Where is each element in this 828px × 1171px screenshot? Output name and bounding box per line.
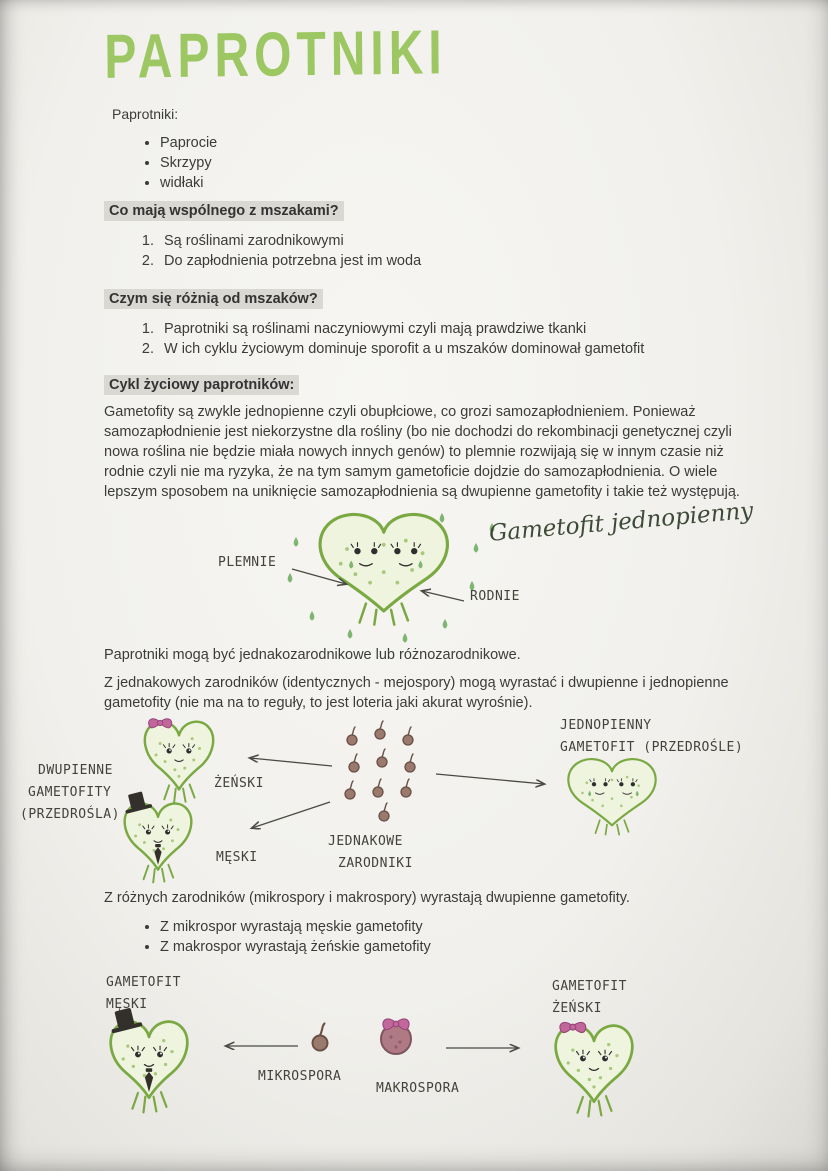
homospory-paragraph: Z jednakowych zarodników (identycznych - mejospory) mogą wyrastać i dwupienne i jednopienne gametofity (nie ma na to reguły, to jest loteria jaki akurat wyrośnie). [104, 675, 729, 711]
list-item: • widłaki [160, 175, 217, 191]
heterospory-list [136, 916, 431, 959]
list-item: • Paprocie [160, 135, 217, 151]
male-title-line2: MĘSKI [106, 997, 148, 1012]
female-gametophyte [556, 1022, 633, 1116]
spore-kinds-line: Paprotniki mogą być jednakozarodnikowe lub różnozarodnikowe. [104, 647, 521, 663]
cycle-paragraph: Gametofity są zwykle jednopienne czyli obupłciowe, co grozi samozapłodnieniem. Ponieważ samozapłodnienie jest niekorzystne dla rośliny (bo nie dochodzi do rekombinacji genetycznej czyli nowa roślina nie będzie miała nowych innych genów) to plemnie rozwijają się w innym czasie niż rodnie czyli nie ma ryzyka, że na tym samym gametoficie dojdzie do samozapłodnienia. O wiele lepszym sposobem na uniknięcie samozapłodnienia są dwupienne gametofity i takie też występują. [104, 404, 740, 500]
figure-arrows [250, 758, 544, 828]
identical-spores [345, 721, 415, 821]
monoecious-gametophyte [568, 759, 655, 835]
intro-list [136, 132, 217, 195]
heterospory-line: Z różnych zarodników (mikrospory i makrospory) wyrastają dwupienne gametofity. [104, 890, 630, 906]
list-item: 1. Są roślinami zarodnikowymi [158, 233, 421, 249]
monoecious-figure [100, 497, 760, 655]
dioecious-title-line3: (PRZEDROŚLA) [20, 807, 120, 822]
section-heading-cycle: Cykl życiowy paprotników: [104, 375, 299, 395]
spores-label-line2: ZARODNIKI [338, 856, 413, 871]
rodnie-label: RODNIE [470, 589, 520, 604]
figure-arrows [226, 1046, 518, 1048]
page-title: PAPROTNIKI [104, 18, 447, 93]
male-gametophyte [122, 790, 192, 883]
monoecious-title-line1: JEDNOPIENNY [560, 718, 652, 733]
section-heading-common: Co mają wspólnego z mszakami? [104, 201, 344, 221]
heterospory-illustration [0, 965, 828, 1165]
female-gametophyte [145, 719, 213, 803]
homospory-figure [0, 710, 828, 902]
macrospore-label: MAKROSPORA [376, 1081, 460, 1096]
list-item: 2. Do zapłodnienia potrzebna jest im woda [158, 253, 421, 269]
female-label: ŻEŃSKI [214, 776, 264, 791]
list-item: • Skrzypy [160, 155, 217, 171]
female-title-line1: GAMETOFIT [552, 979, 627, 994]
list-item: 1. Paprotniki są roślinami naczyniowymi czyli mają prawdziwe tkanki [158, 321, 644, 337]
homospory-illustration [0, 710, 828, 902]
monoecious-title-line2: GAMETOFIT (PRZEDROŚLE) [560, 740, 744, 755]
microspore [313, 1024, 328, 1051]
monoecious-caption: Gametofit jednopienny [488, 497, 755, 547]
female-title-line2: ŻEŃSKI [552, 1001, 602, 1016]
section-heading-differ: Czym się różnią od mszaków? [104, 289, 323, 309]
dioecious-title-line2: GAMETOFITY [28, 785, 112, 800]
male-gametophyte [107, 1006, 187, 1112]
differ-list [136, 318, 644, 361]
list-item: • Z makrospor wyrastają żeńskie gametofity [160, 939, 431, 955]
male-label: MĘSKI [216, 850, 258, 865]
list-item: 2. W ich cyklu życiowym dominuje sporofit a u mszaków dominował gametofit [158, 341, 644, 357]
plemnie-label: PLEMNIE [218, 555, 277, 570]
male-title-line1: GAMETOFIT [106, 975, 181, 990]
heterospory-figure [0, 965, 828, 1165]
microspore-label: MIKROSPORA [258, 1069, 342, 1084]
list-item: • Z mikrospor wyrastają męskie gametofity [160, 919, 431, 935]
macrospore [381, 1019, 411, 1054]
dioecious-title-line1: DWUPIENNE [38, 763, 113, 778]
intro-label: Paprotniki: [112, 106, 179, 122]
monoecious-gametophyte [320, 514, 447, 624]
common-list [136, 230, 421, 273]
spores-label-line1: JEDNAKOWE [328, 834, 403, 849]
